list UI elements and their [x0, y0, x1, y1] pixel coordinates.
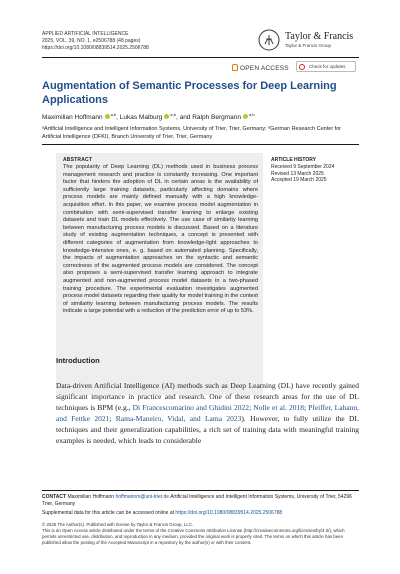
- contact-email-link[interactable]: hoffmannm@uni-trier.de: [115, 494, 170, 500]
- abstract-heading: ABSTRACT: [63, 157, 93, 163]
- abstract-text: The popularity of Deep Learning (DL) methods used in business process management research and practice is constantly increasing. One important factor that hinders the adoption of DL in certain areas is the availability of sufficiently large training datasets, particularly affecting domains where process models are mainly defined manually with a high knowledge-acquisition effort. In this paper, we examine process model augmentation in combination with semi-supervised transfer learning to enlarge existing datasets and train DL models effectively. The use case of similarity learning between manufacturing process models is discussed. Based on a literature study of existing augmentation techniques, a concept is presented with different categories of augmentation from knowledge-light approaches to knowledge-intensive ones, e. g. based on automated planning. Specifically, the impacts of augmentation approaches on the syntactic and semantic correctness of the augmented process models are considered. The concept also proposes a semi-supervised transfer learning approach to integrate augmented and non-augmented process model datasets in a two-phased training procedure. The experimental evaluation investigates augmented process model datasets regarding their quality for model training in the context of similarity learning between manufacturing process models. The results indicate a large potential with a reduction of the prediction error of up to 53%.: [63, 164, 258, 315]
- received-date: Received 9 September 2024: [271, 164, 335, 170]
- introduction-text: Data-driven Artificial Intelligence (AI) methods such as Deep Learning (DL) have recently gained significant importance in practice and research. One of these research areas for the use of DL techniques is BPM (e.g., Di Francescomarino and Ghidini 2022; Nolle et al. 2018; Pfeiffer, Lahann, and Fettke 2021; Rama-Maneiro, Vidal, and Lama 2023). However, to fully utilize the DL techniques and their generalization capabilities, a rich set of training data with meaningful training examples is needed, which leads to considerable: [56, 381, 359, 445]
- affiliation-divider: [42, 144, 359, 145]
- publisher-subtitle: Taylor & Francis Group: [285, 43, 332, 48]
- check-updates-button[interactable]: [296, 61, 356, 72]
- article-title: Augmentation of Semantic Processes for Deep Learning Applications: [42, 80, 337, 106]
- author-name: Lukas Malburg: [119, 114, 163, 121]
- publisher-logo: [258, 29, 368, 53]
- journal-volume: 2025, VOL. 39, NO. 1, e2506788 (48 pages): [42, 38, 141, 44]
- citation-link[interactable]: Nolle et al. 2018: [253, 403, 304, 412]
- orcid-icon[interactable]: [105, 114, 110, 119]
- author-sup: a,b: [110, 112, 117, 117]
- author-name: Ralph Bergmann: [192, 114, 242, 121]
- check-updates-icon: [299, 64, 305, 70]
- journal-info: [42, 31, 149, 52]
- license-notice: [42, 522, 360, 546]
- open-access-label: OPEN ACCESS: [232, 64, 289, 72]
- citation-link[interactable]: Rama-Maneiro, Vidal, and Lama 2023: [115, 414, 242, 423]
- contact-address: Artificial Intelligence and Intelligent Information Systems, University of Trier, 54296 Trier, Germany: [42, 494, 352, 507]
- orcid-icon[interactable]: [243, 114, 248, 119]
- affiliations: ᵃArtificial Intelligence and Intelligent Information Systems, University of Trier, Trier, Germany; ᵇGerman Research Center for Artificial Intelligence (DFKI), Branch University of Trier, Trier, Germany: [42, 126, 342, 140]
- author-sup: a,b: [170, 112, 176, 117]
- header-divider: [42, 57, 359, 58]
- article-history-heading: ARTICLE HISTORY: [271, 157, 317, 163]
- copyright-line: © 2025 The Author(s). Published with license by Taylor & Francis Group, LLC.: [42, 522, 194, 527]
- revised-date: Revised 13 March 2025: [271, 170, 324, 177]
- check-updates-label: Check for updates: [309, 64, 346, 69]
- citation-link[interactable]: Di Francescomarino and Ghidini 2022: [132, 403, 249, 412]
- footer-divider: [42, 490, 359, 491]
- journal-doi[interactable]: https://doi.org/10.1080/08839514.2025.2506788: [42, 45, 149, 51]
- orcid-icon[interactable]: [164, 114, 169, 119]
- contact-info: [42, 494, 360, 508]
- author-list: Maximilian Hoffmann $^{a,b}$, Lukas Malburg $^{a,b}$, and Ralph Bergmann $^{a,b}$: [42, 112, 255, 121]
- supplementary-link[interactable]: https://doi.org/10.1080/08839514.2025.2506788: [175, 510, 283, 516]
- author-name: Maximilian Hoffmann: [42, 114, 103, 121]
- supplementary-note: Supplemental data for this article can be accessed online at https://doi.org/10.1080/08839514.2025.2506788: [42, 510, 283, 516]
- introduction-heading: Introduction: [56, 356, 100, 365]
- journal-name: APPLIED ARTIFICIAL INTELLIGENCE: [42, 31, 129, 37]
- open-access-lock-icon: [232, 64, 238, 71]
- contact-name: Maximilian Hoffmann: [67, 494, 115, 500]
- article-history: [271, 164, 334, 184]
- author-sup: a,b: [249, 112, 255, 117]
- citation-link[interactable]: Pfeiffer, Lahann, and Fettke 2021: [56, 403, 359, 423]
- accepted-date: Accepted 19 March 2025: [271, 177, 327, 183]
- contact-label: CONTACT: [42, 494, 67, 500]
- publisher-name: Taylor & Francis: [285, 31, 354, 42]
- license-text: This is an Open Access article distributed under the terms of the Creative Commons Attribution License (http://creativecommons.org/licenses/by/4.0/), which permits unrestricted use, distribution, and reproduction in any medium, provided the original work is properly cited. The terms on which this article has been published allow the posting of the Accepted Manuscript in a repository by the author(s) or with their consent.: [42, 528, 345, 545]
- taylor-francis-logo-icon: [258, 29, 280, 51]
